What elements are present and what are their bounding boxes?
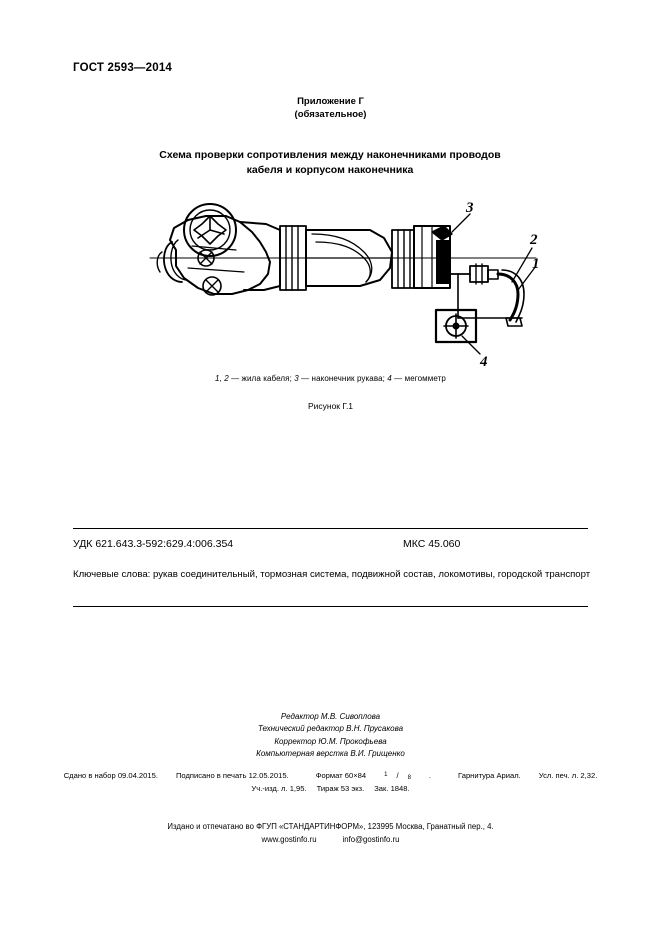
figure-number: Рисунок Г.1 (307, 401, 354, 411)
keywords-text: Ключевые слова: рукав соединительный, тормозная система, подвижной состав, локомотивы, городской транспорт (73, 569, 591, 580)
print-order: Зак. 1848. (374, 784, 410, 793)
figure-legend-num-1: 1, 2 (215, 374, 229, 383)
annex-heading (0, 95, 661, 121)
callout-label-4: 4 (480, 354, 488, 370)
hose-curve-2 (316, 242, 370, 282)
coupling-boss-lower-cross (206, 280, 218, 292)
print-format-denominator: 8 (407, 775, 411, 782)
print-typeface: Гарнитура Ариал. (458, 771, 521, 780)
coupling-seal-arc-2 (171, 240, 187, 280)
figure-title-line-2: кабеля и корпусом наконечника (246, 163, 414, 176)
publisher-website[interactable]: www.gostinfo.ru (261, 834, 317, 844)
callout-label-3: 3 (466, 200, 474, 216)
print-signed: Подписано в печать 12.05.2015. (175, 771, 289, 780)
figure-legend-text-1: — жила кабеля; (228, 374, 295, 383)
cable-connector-block (470, 266, 488, 282)
print-publisher-sheets: Уч.-изд. л. 1,95. (251, 784, 307, 793)
annex-title: Приложение Г (297, 96, 364, 107)
figure-legend-num-2: 3 (294, 374, 299, 383)
publisher-address: Издано и отпечатано во ФГУП «СТАНДАРТИНФОРМ», 123995 Москва, Гранатный пер., 4. (167, 822, 494, 831)
print-printed-sheets: Усл. печ. л. 2,32. (538, 771, 598, 780)
annex-subtitle: (обязательное) (294, 109, 367, 120)
figure-legend-text-3: — мегомметр (391, 374, 446, 383)
print-submitted: Сдано в набор 09.04.2015. (63, 771, 158, 780)
figure-technical-drawing (140, 190, 540, 370)
publisher-block (0, 821, 661, 846)
hose-clamp-band-2 (392, 230, 414, 288)
figure-title-line-1: Схема проверки сопротивления между наконечниками проводов (159, 149, 501, 161)
coupling-neck (240, 222, 280, 290)
mks-code: МКС 45.060 (403, 538, 461, 550)
colophon-credits (0, 711, 661, 761)
figure-legend-text-2: — наконечник рукава; (298, 374, 388, 383)
credit-proofreader: Корректор Ю.М. Прокофьева (274, 736, 387, 746)
callout-label-1: 1 (532, 256, 540, 272)
credit-technical-editor: Технический редактор В.Н. Прусакова (257, 724, 404, 734)
print-format-prefix: Формат 60×84 (315, 771, 367, 780)
credit-layout: Компьютерная верстка В.И. Грищенко (256, 749, 405, 759)
print-details-line-2 (0, 784, 661, 793)
divider-rule-bottom (73, 606, 588, 607)
figure-legend-num-3: 4 (387, 374, 392, 383)
print-circulation: Тираж 53 экз. (316, 784, 365, 793)
cable-connector-ribs (476, 264, 482, 284)
hose-end-fitting-lines (422, 226, 432, 288)
coupling-body-lines (188, 246, 244, 272)
figure-legend (0, 374, 661, 383)
print-format-numerator: 1 (384, 772, 388, 779)
print-format-suffix: . (428, 771, 432, 780)
credit-editor: Редактор М.В. Сивоплова (280, 712, 381, 721)
cable-connector-tip (488, 270, 498, 279)
leader-line-2 (512, 248, 532, 282)
publisher-email[interactable]: info@gostinfo.ru (342, 834, 400, 844)
coupling-seal-arc-3 (157, 252, 162, 272)
leader-line-4 (462, 336, 480, 354)
page-header-standard-number: ГОСТ 2593—2014 (73, 62, 173, 74)
print-details-line-1 (0, 771, 661, 781)
publisher-contacts (0, 834, 661, 847)
leader-line-3 (452, 214, 470, 232)
udk-code: УДК 621.643.3-592:629.4:006.354 (73, 538, 234, 550)
print-format: Формат 60×84 $^1$ / 8 . (315, 771, 432, 782)
callout-label-2: 2 (530, 232, 538, 248)
figure-title (100, 148, 560, 177)
hose-clamp-ribs-2 (398, 230, 410, 288)
cable-core-lead (498, 274, 518, 320)
divider-rule-top (73, 528, 588, 529)
terminal-lug-shaded (436, 240, 450, 284)
cable-lead-terminal (506, 318, 522, 326)
